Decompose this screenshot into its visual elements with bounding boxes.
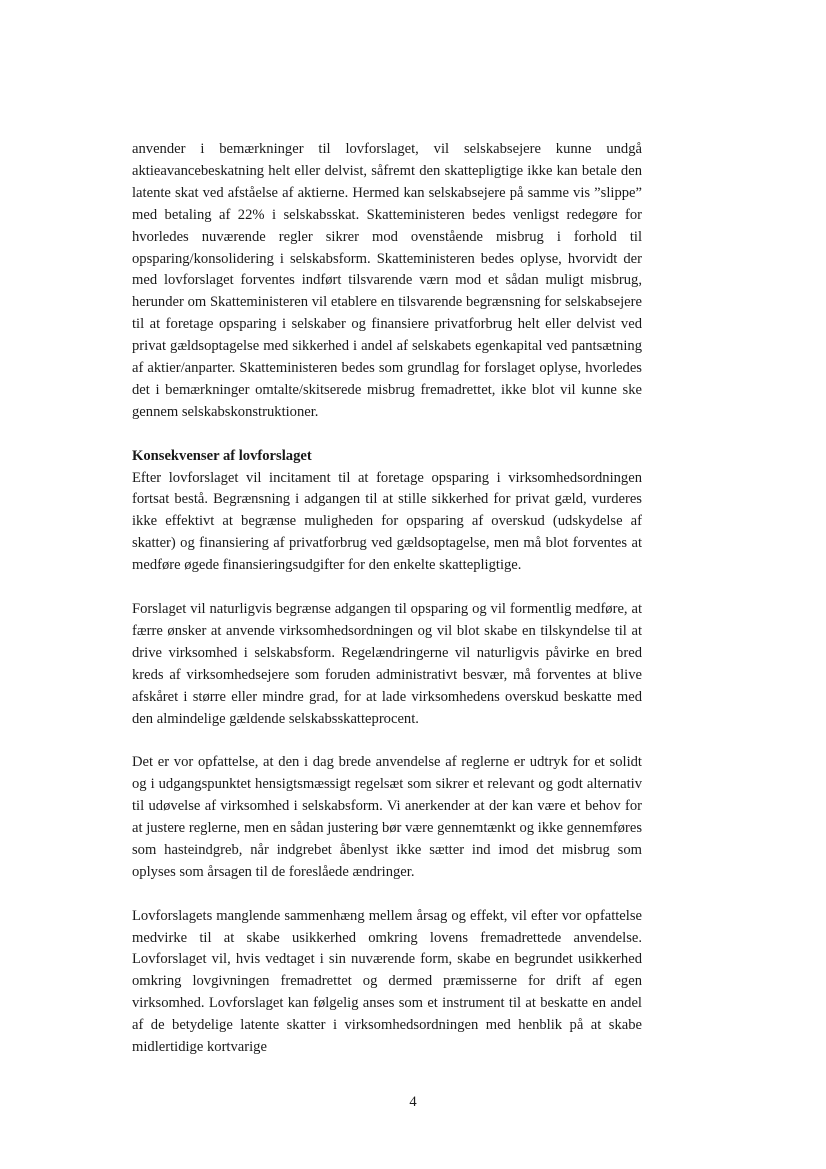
paragraph-gap bbox=[132, 730, 642, 752]
paragraph-gap bbox=[132, 577, 642, 599]
paragraph-1: anvender i bemærkninger til lovforslaget, vil selskabsejere kunne undgå aktieavancebeskatning helt eller delvist, såfremt den skattepligtige ikke kan betale den latente skat ved afståelse af aktierne. Hermed kan selskabsejere på samme vis ”slippe” med betaling af 22% i selskabsskat. Skatteministeren bedes venligst redegøre for hvorledes nuværende regler sikrer mod ovenstående misbrug i forhold til opsparing/konsolidering i selskabsform. Skatteministeren bedes oplyse, hvorvidt der med lovforslaget forventes indført tilsvarende værn mod et sådan muligt misbrug, herunder om Skatteministeren vil etablere en tilsvarende begrænsning for selskabsejere til at foretage opsparing i selskaber og finansiere privatforbrug helt eller delvist ved privat gældsoptagelse med sikkerhed i andel af selskabets egenkapital ved pantsætning af aktier/anparter. Skatteministeren bedes som grundlag for forslaget oplyse, hvorledes det i bemærkninger omtalte/skitserede misbrug fremadrettet, ikke blot vil kunne ske gennem selskabskonstruktioner. bbox=[132, 141, 642, 420]
paragraph-4: Det er vor opfattelse, at den i dag brede anvendelse af reglerne er udtryk for et solidt og i udgangspunktet hensigtsmæssigt regelsæt som sikrer et relevant og godt alternativ til udøvelse af virksomhed i selskabsform. Vi anerkender at der kan være et behov for at justere reglerne, men en sådan justering bør være gennemtænkt og ikke gennemføres som hasteindgreb, når indgrebet åbenlyst ikke sætter ind imod det misbrug som oplyses som årsagen til de foreslåede ændringer. bbox=[132, 754, 642, 880]
page-number: 4 bbox=[409, 1094, 417, 1110]
paragraph-5: Lovforslagets manglende sammenhæng mellem årsag og effekt, vil efter vor opfattelse medvirke til at skabe usikkerhed omkring lovens fremadrettede anvendelse. Lovforslaget vil, hvis vedtaget i sin nuværende form, skabe en begrundet usikkerhed omkring lovgivningen fremadrettet og dermed præmisserne for drift af egen virksomhed. Lovforslaget kan følgelig anses som et instrument til at beskatte en andel af de betydelige latente skatter i virksomhedsordningen med henblik på at skabe midlertidige kortvarige bbox=[132, 907, 642, 1056]
paragraph-3: Forslaget vil naturligvis begrænse adgangen til opsparing og vil formentlig medføre, at færre ønsker at anvende virksomhedsordningen og vil blot skabe en tilskyndelse til at drive virksomhed i selskabsform. Regelændringerne vil naturligvis påvirke en bred kreds af virksomhedsejere som foruden administrativt besvær, må forventes at blive afskåret i større eller mindre grad, for at lade virksomhedens overskud beskatte med den almindelige gældende selskabsskatteprocent. bbox=[132, 601, 642, 727]
paragraph-gap bbox=[132, 424, 642, 446]
document-body bbox=[132, 139, 642, 1059]
paragraph-2: Efter lovforslaget vil incitament til at foretage opsparing i virksomhedsordningen fortsat bestå. Begrænsning i adgangen til at stille sikkerhed for privat gæld, vurderes ikke effektivt at begrænse muligheden for opsparing af overskud (udskydelse af skatter) og finansiering af privatforbrug ved gældsoptagelse, men må blot forventes at medføre øgede finansieringsudgifter for den enkelte skattepligtige. bbox=[132, 469, 642, 574]
section-heading: Konsekvenser af lovforslaget bbox=[132, 447, 312, 464]
paragraph-gap bbox=[132, 884, 642, 906]
